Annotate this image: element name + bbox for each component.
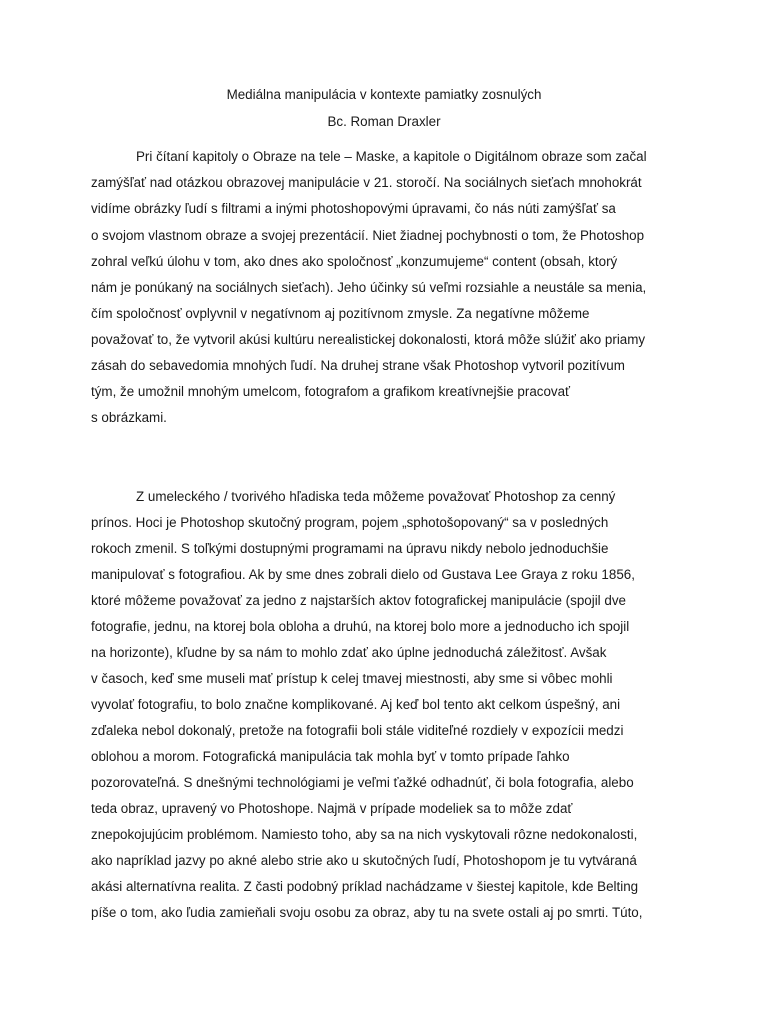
text-line: o svojom vlastnom obraze a svojej prezentácií. Niet žiadnej pochybnosti o tom, že Photoshop [91,228,645,243]
text-line: akási alternatívna realita. Z časti podobný príklad nachádzame v šiestej kapitole, kde Belting [91,879,639,894]
text-line: na horizonte), kľudne by sa nám to mohlo zdať ako úplne jednoduchá záležitosť. Avšak [91,645,607,660]
text-line: zásah do sebavedomia mnohých ľudí. Na druhej strane však Photoshop vytvoril pozitívum [91,358,625,373]
text-line: zohral veľkú úlohu v tom, ako dnes ako spoločnosť „konzumujeme“ content (obsah, ktorý [91,254,618,269]
text-line: zamýšľať nad otázkou obrazovej manipulácie v 21. storočí. Na sociálnych sieťach mnohokrát [91,175,642,190]
document-title: Mediálna manipulácia v kontexte pamiatky zosnulých [226,87,542,102]
text-line: považovať to, že vytvoril akúsi kultúru nerealistickej dokonalosti, ktorá môže slúžiť ako priamy [91,332,646,347]
text-line: v časoch, keď sme museli mať prístup k celej tmavej miestnosti, aby sme si vôbec mohli [91,671,613,686]
text-line: rokoch zmenil. S toľkými dostupnými programami na úpravu nikdy nebolo jednoduchšie [91,541,609,556]
text-line: Z umeleckého / tvorivého hľadiska teda môžeme považovať Photoshop za cenný [136,489,616,504]
text-line: ktoré môžeme považovať za jedno z najstarších aktov fotografickej manipulácie (spojil dve [91,593,626,608]
text-line: Pri čítaní kapitoly o Obraze na tele – Maske, a kapitole o Digitálnom obraze som začal [136,149,647,164]
text-line: ako napríklad jazvy po akné alebo strie ako u skutočných ľudí, Photoshopom je tu vytváraná [91,853,637,868]
text-line: čím spoločnosť ovplyvnil v negatívnom aj pozitívnom zmysle. Za negatívne môžeme [91,306,590,321]
text-line: znepokojujúcim problémom. Namiesto toho, aby sa na nich vyskytovali rôzne nedokonalosti, [91,827,638,842]
text-line: prínos. Hoci je Photoshop skutočný program, pojem „sphotošopovaný“ sa v posledných [91,515,609,530]
document-author: Bc. Roman Draxler [327,114,441,129]
text-line: zďaleka nebol dokonalý, pretože na fotografii boli stále viditeľné rozdiely v expozícii medzi [91,723,624,738]
text-line: tým, že umožnil mnohým umelcom, fotografom a grafikom kreatívnejšie pracovať [91,384,571,399]
text-line: s obrázkami. [91,410,167,425]
text-line: vyvolať fotografiu, to bolo značne komplikované. Aj keď bol tento akt celkom úspešný, ani [91,697,621,712]
text-line: vidíme obrázky ľudí s filtrami a inými photoshopovými úpravami, čo nás núti zamýšľať sa [91,201,616,216]
text-line: teda obraz, upravený vo Photoshope. Najmä v prípade modeliek sa to môže zdať [91,801,573,816]
text-line: píše o tom, ako ľudia zamieňali svoju osobu za obraz, aby tu na svete ostali aj po smrti. Túto, [91,905,643,920]
text-line: oblohou a morom. Fotografická manipulácia tak mohla byť v tomto prípade ľahko [91,749,570,764]
text-line: nám je ponúkaný na sociálnych sieťach). Jeho účinky sú veľmi rozsiahle a neustále sa menia, [91,280,647,295]
text-line: manipulovať s fotografiou. Ak by sme dnes zobrali dielo od Gustava Lee Graya z roku 1856, [91,567,635,582]
text-line: pozorovateľná. S dnešnými technológiami je veľmi ťažké odhadnúť, či bola fotografia, alebo [91,775,634,790]
text-line: fotografie, jednu, na ktorej bola obloha a druhú, na ktorej bolo more a jednoducho ich spojil [91,619,630,634]
